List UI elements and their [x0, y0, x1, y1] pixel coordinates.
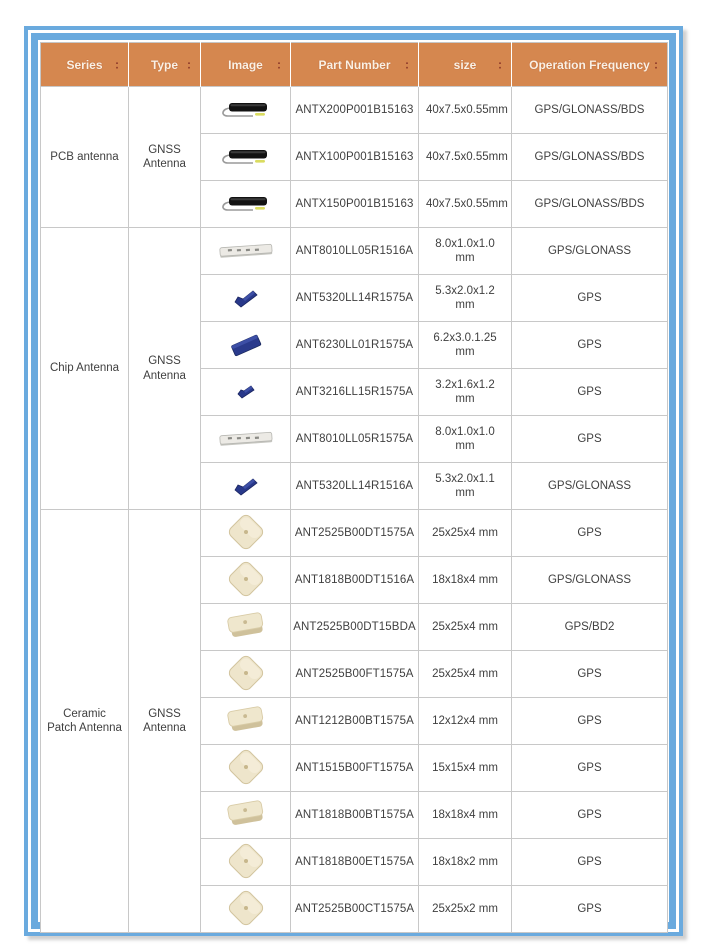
size-cell: 40x7.5x0.55mm — [419, 181, 512, 228]
size-cell: 25x25x4 mm — [419, 604, 512, 651]
header-operation-frequency — [512, 43, 668, 87]
header-image-label: Image — [228, 57, 263, 72]
operation-frequency-cell: GPS/GLONASS — [512, 463, 668, 510]
patch-flat-image — [201, 651, 291, 698]
size-sort-colon: : — [498, 56, 502, 71]
size-cell: 8.0x1.0x1.0 mm — [419, 416, 512, 463]
header-series — [41, 43, 129, 87]
patch-flat-image — [201, 886, 291, 933]
part-number-cell: ANT8010LL05R1575A — [291, 416, 419, 463]
table-header — [41, 43, 668, 87]
table-row — [41, 87, 668, 134]
angled-chip-image — [201, 275, 291, 322]
part-number-cell: ANT2525B00CT1575A — [291, 886, 419, 933]
table-body — [41, 87, 668, 933]
operation-frequency-cell: GPS/GLONASS — [512, 228, 668, 275]
operation-frequency-cell: GPS — [512, 416, 668, 463]
size-cell: 12x12x4 mm — [419, 698, 512, 745]
operation-frequency-cell: GPS/GLONASS/BDS — [512, 87, 668, 134]
size-cell: 25x25x4 mm — [419, 651, 512, 698]
operation-frequency-cell: GPS — [512, 510, 668, 557]
inner-blue-frame — [31, 33, 676, 929]
size-cell: 25x25x2 mm — [419, 886, 512, 933]
operation-frequency-cell: GPS — [512, 369, 668, 416]
part-number-cell: ANT1818B00DT1516A — [291, 557, 419, 604]
pcb-antenna-image — [201, 87, 291, 134]
size-cell: 15x15x4 mm — [419, 745, 512, 792]
size-cell: 5.3x2.0x1.1 mm — [419, 463, 512, 510]
header-operation-frequency-label: Operation Frequency — [529, 57, 650, 72]
part-number-cell: ANT3216LL15R1575A — [291, 369, 419, 416]
part-number-cell: ANTX100P001B15163 — [291, 134, 419, 181]
patch-flat-image — [201, 510, 291, 557]
operation-frequency-cell: GPS — [512, 792, 668, 839]
part-number-cell: ANT2525B00FT1575A — [291, 651, 419, 698]
antenna-product-table — [40, 42, 668, 933]
operation-frequency-cell: GPS — [512, 322, 668, 369]
header-type-label: Type — [150, 57, 179, 72]
part-number-cell: ANT2525B00DT1575A — [291, 510, 419, 557]
type-sort-colon: : — [187, 56, 191, 71]
header-type — [129, 43, 201, 87]
header-series-label: Series — [66, 57, 103, 72]
ceramic-bar-chip-image — [201, 228, 291, 275]
part-number-cell: ANT5320LL14R1575A — [291, 275, 419, 322]
size-cell: 18x18x4 mm — [419, 557, 512, 604]
series-cell: Ceramic Patch Antenna — [41, 510, 129, 933]
operation-frequency-cell: GPS — [512, 651, 668, 698]
header-image — [201, 43, 291, 87]
part-number-cell: ANTX150P001B15163 — [291, 181, 419, 228]
patch-3d-image — [201, 792, 291, 839]
ceramic-bar-chip-image — [201, 416, 291, 463]
operation-frequency-cell: GPS/GLONASS/BDS — [512, 181, 668, 228]
type-cell: GNSS Antenna — [129, 510, 201, 933]
size-cell: 25x25x4 mm — [419, 510, 512, 557]
series-cell: PCB antenna — [41, 87, 129, 228]
size-cell: 5.3x2.0x1.2 mm — [419, 275, 512, 322]
part-number-cell: ANT1818B00BT1575A — [291, 792, 419, 839]
operation-frequency-cell: GPS — [512, 745, 668, 792]
image-sort-colon: : — [277, 56, 281, 71]
header-size — [419, 43, 512, 87]
pcb-antenna-image — [201, 134, 291, 181]
size-cell: 40x7.5x0.55mm — [419, 87, 512, 134]
table-row — [41, 510, 668, 557]
operation-frequency-cell: GPS — [512, 886, 668, 933]
size-cell: 3.2x1.6x1.2 mm — [419, 369, 512, 416]
type-cell: GNSS Antenna — [129, 87, 201, 228]
operation-frequency-cell: GPS/GLONASS/BDS — [512, 134, 668, 181]
pcb-antenna-image — [201, 181, 291, 228]
operation-frequency-cell: GPS/BD2 — [512, 604, 668, 651]
series-sort-colon: : — [115, 56, 119, 71]
size-cell: 40x7.5x0.55mm — [419, 134, 512, 181]
operation-frequency-cell: GPS — [512, 275, 668, 322]
part-number-cell: ANT5320LL14R1516A — [291, 463, 419, 510]
patch-flat-image — [201, 557, 291, 604]
part-number-cell: ANT1515B00FT1575A — [291, 745, 419, 792]
header-part-number-label: Part Number — [318, 57, 391, 72]
part-number-cell: ANT2525B00DT15BDA — [291, 604, 419, 651]
type-cell: GNSS Antenna — [129, 228, 201, 510]
patch-flat-image — [201, 745, 291, 792]
rect-chip-image — [201, 322, 291, 369]
size-cell: 18x18x2 mm — [419, 839, 512, 886]
header-size-label: size — [453, 57, 477, 72]
operation-frequency-cell: GPS — [512, 839, 668, 886]
outer-blue-frame — [24, 26, 683, 936]
small-chip-image — [201, 369, 291, 416]
operation-frequency-sort-colon: : — [654, 56, 658, 71]
operation-frequency-cell: GPS/GLONASS — [512, 557, 668, 604]
header-part-number — [291, 43, 419, 87]
part-number-cell: ANT1212B00BT1575A — [291, 698, 419, 745]
part-number-cell: ANTX200P001B15163 — [291, 87, 419, 134]
angled-chip-image — [201, 463, 291, 510]
part-number-cell: ANT1818B00ET1575A — [291, 839, 419, 886]
patch-3d-image — [201, 604, 291, 651]
series-cell: Chip Antenna — [41, 228, 129, 510]
part-number-cell: ANT6230LL01R1575A — [291, 322, 419, 369]
size-cell: 18x18x4 mm — [419, 792, 512, 839]
table-row — [41, 228, 668, 275]
size-cell: 6.2x3.0.1.25 mm — [419, 322, 512, 369]
part-number-sort-colon: : — [405, 56, 409, 71]
operation-frequency-cell: GPS — [512, 698, 668, 745]
part-number-cell: ANT8010LL05R1516A — [291, 228, 419, 275]
patch-flat-image — [201, 839, 291, 886]
patch-3d-image — [201, 698, 291, 745]
size-cell: 8.0x1.0x1.0 mm — [419, 228, 512, 275]
